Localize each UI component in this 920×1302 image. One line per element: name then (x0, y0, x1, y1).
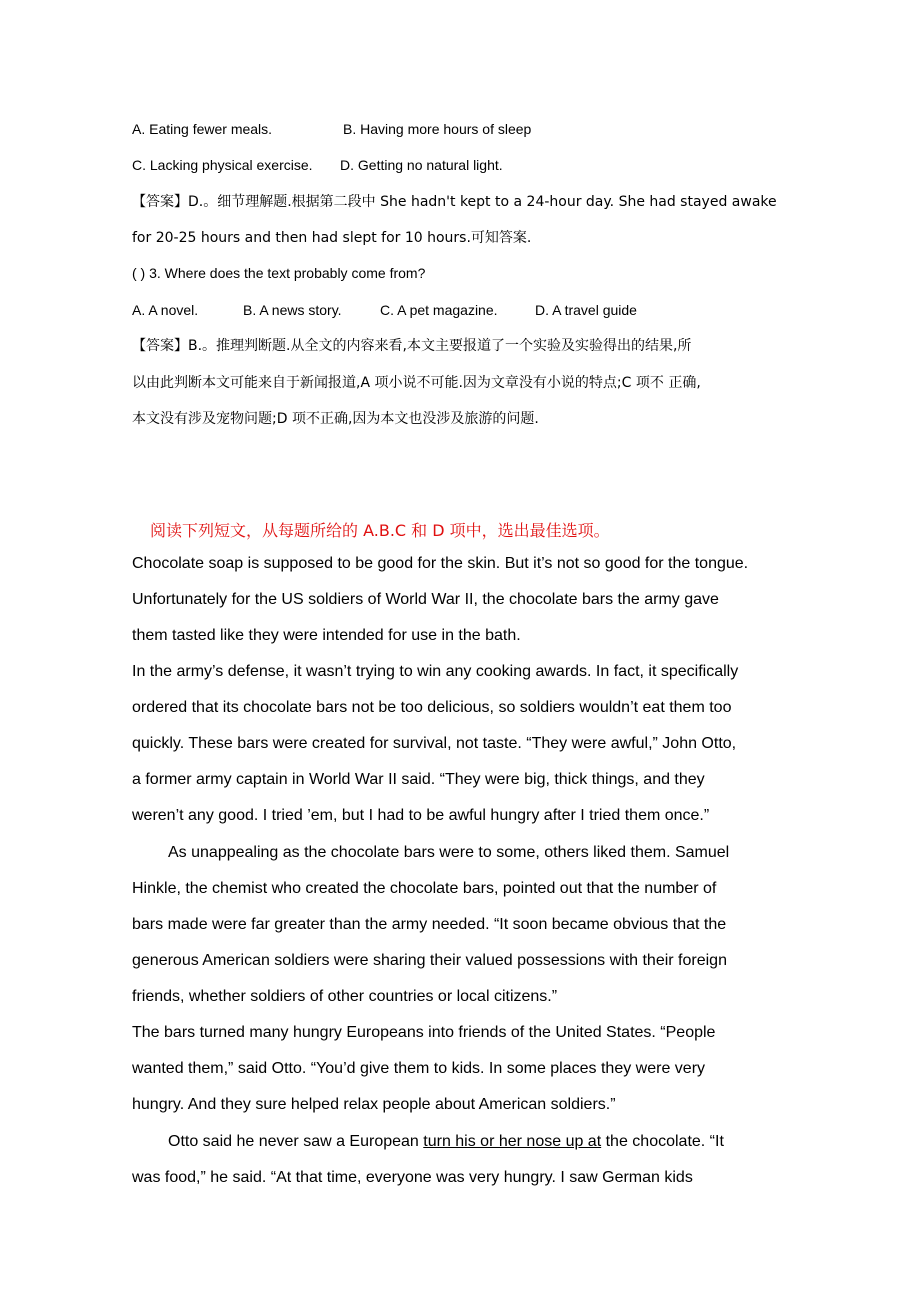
passage-line: Hinkle, the chemist who created the chocolate bars, pointed out that the number of (132, 880, 717, 897)
passage-line: was food,” he said. “At that time, everyone was very hungry. I saw German kids (132, 1169, 693, 1186)
q3-option-d: D. A travel guide (535, 302, 637, 318)
passage-line: a former army captain in World War II said. “They were big, thick things, and they (132, 771, 705, 788)
q2-answer-line-1: 【答案】D.。细节理解题.根据第二段中 She hadn't kept to a 24-hour day. She had stayed awake (132, 194, 777, 210)
passage-line: Unfortunately for the US soldiers of World War II, the chocolate bars the army gave (132, 591, 719, 608)
q3-stem: ( ) 3. Where does the text probably come from? (132, 265, 426, 281)
passage-line (168, 1133, 724, 1151)
passage-line: friends, whether soldiers of other countries or local citizens.” (132, 988, 558, 1005)
q3-option-c: C. A pet magazine. (380, 302, 498, 318)
q3-option-b: B. A news story. (243, 302, 342, 318)
q3-option-a: A. A novel. (132, 302, 199, 318)
passage-line: The bars turned many hungry Europeans into friends of the United States. “People (132, 1024, 716, 1041)
q3-answer-line-3: 本文没有涉及宠物问题;D 项不正确,因为本文也没涉及旅游的问题. (132, 411, 539, 427)
passage-line: quickly. These bars were created for survival, not taste. “They were awful,” John Otto, (132, 735, 737, 752)
passage-line: weren’t any good. I tried ’em, but I had to be awful hungry after I tried them once.” (132, 807, 710, 824)
q3-answer-line-1: 【答案】B.。推理判断题.从全文的内容来看,本文主要报道了一个实验及实验得出的结果,所 (132, 338, 692, 354)
underlined-phrase: turn his or her nose up at (423, 1133, 602, 1150)
q2-option-a: A. Eating fewer meals. (132, 121, 273, 137)
q2-answer-line-2: for 20-25 hours and then had slept for 10 hours.可知答案. (132, 230, 532, 246)
passage-line: hungry. And they sure helped relax people about American soldiers.” (132, 1096, 616, 1113)
passage-line: wanted them,” said Otto. “You’d give them to kids. In some places they were very (132, 1060, 706, 1077)
passage-line: generous American soldiers were sharing their valued possessions with their foreign (132, 952, 727, 969)
passage-text: Otto said he never saw a European (168, 1133, 424, 1150)
passage-line: Chocolate soap is supposed to be good for the skin. But it’s not so good for the tongue. (132, 555, 749, 572)
passage-line: them tasted like they were intended for use in the bath. (132, 627, 521, 644)
passage-line: bars made were far greater than the army needed. “It soon became obvious that the (132, 916, 727, 933)
passage-line: As unappealing as the chocolate bars were to some, others liked them. Samuel (168, 844, 730, 861)
passage-line: ordered that its chocolate bars not be too delicious, so soldiers wouldn’t eat them too (132, 699, 732, 716)
q2-option-c: C. Lacking physical exercise. (132, 157, 313, 173)
q2-option-d: D. Getting no natural light. (340, 157, 503, 173)
q2-option-b: B. Having more hours of sleep (343, 121, 532, 137)
q3-answer-line-2: 以由此判断本文可能来自于新闻报道,A 项小说不可能.因为文章没有小说的特点;C 项不 正确, (132, 375, 701, 391)
section-instruction: 阅读下列短文，从每题所给的 A.B.C 和 D 项中，选出最佳选项。 (150, 521, 610, 540)
passage-text: the chocolate. “It (601, 1133, 724, 1150)
passage-line: In the army’s defense, it wasn’t trying to win any cooking awards. In fact, it specifically (132, 663, 739, 680)
